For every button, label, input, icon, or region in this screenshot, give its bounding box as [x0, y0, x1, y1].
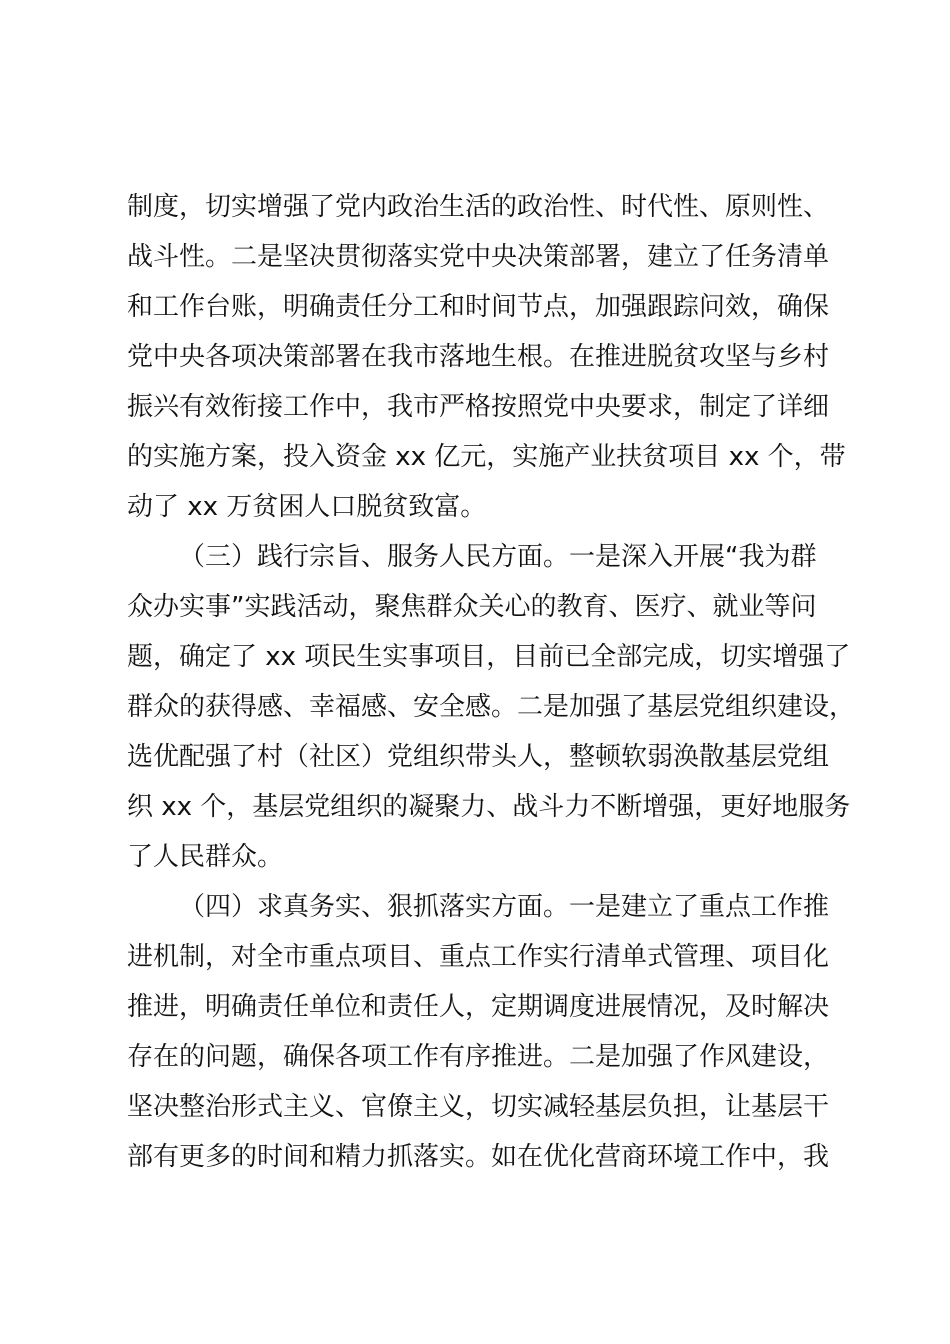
text-line: 题，确定了 xx 项民生实事项目，目前已全部完成，切实增强了: [127, 642, 851, 672]
text-line: 振兴有效衔接工作中，我市严格按照党中央要求，制定了详细: [127, 392, 830, 422]
text-line: 进机制，对全市重点项目、重点工作实行清单式管理、项目化: [127, 942, 830, 972]
text-line: 部有更多的时间和精力抓落实。如在优化营商环境工作中，我: [127, 1142, 830, 1172]
section-heading-line: （三）践行宗旨、服务人民方面。一是深入开展“我为群: [179, 542, 817, 572]
text-line: 制度，切实增强了党内政治生活的政治性、时代性、原则性、: [127, 192, 830, 222]
text-line: 众办实事”实践活动，聚焦群众关心的教育、医疗、就业等问: [127, 592, 817, 622]
text-line: 战斗性。二是坚决贯彻落实党中央决策部署，建立了任务清单: [127, 242, 830, 272]
text-line: 的实施方案，投入资金 xx 亿元，实施产业扶贫项目 xx 个，带: [127, 442, 846, 472]
text-line: 推进，明确责任单位和责任人，定期调度进展情况，及时解决: [127, 992, 830, 1022]
text-line: 和工作台账，明确责任分工和时间节点，加强跟踪问效，确保: [127, 292, 830, 322]
document-body: [127, 182, 857, 1182]
text-line: 动了 xx 万贫困人口脱贫致富。: [127, 492, 487, 522]
text-line: 坚决整治形式主义、官僚主义，切实减轻基层负担，让基层干: [127, 1092, 830, 1122]
text-line: 选优配强了村（社区）党组织带头人，整顿软弱涣散基层党组: [127, 742, 830, 772]
text-line: 了人民群众。: [127, 842, 284, 872]
text-line: 织 xx 个，基层党组织的凝聚力、战斗力不断增强，更好地服务: [127, 792, 851, 822]
text-line: 党中央各项决策部署在我市落地生根。在推进脱贫攻坚与乡村: [127, 342, 830, 372]
text-line: 存在的问题，确保各项工作有序推进。二是加强了作风建设，: [127, 1042, 830, 1072]
section-heading-line: （四）求真务实、狠抓落实方面。一是建立了重点工作推: [179, 892, 830, 922]
text-line: 群众的获得感、幸福感、安全感。二是加强了基层党组织建设，: [127, 692, 856, 722]
